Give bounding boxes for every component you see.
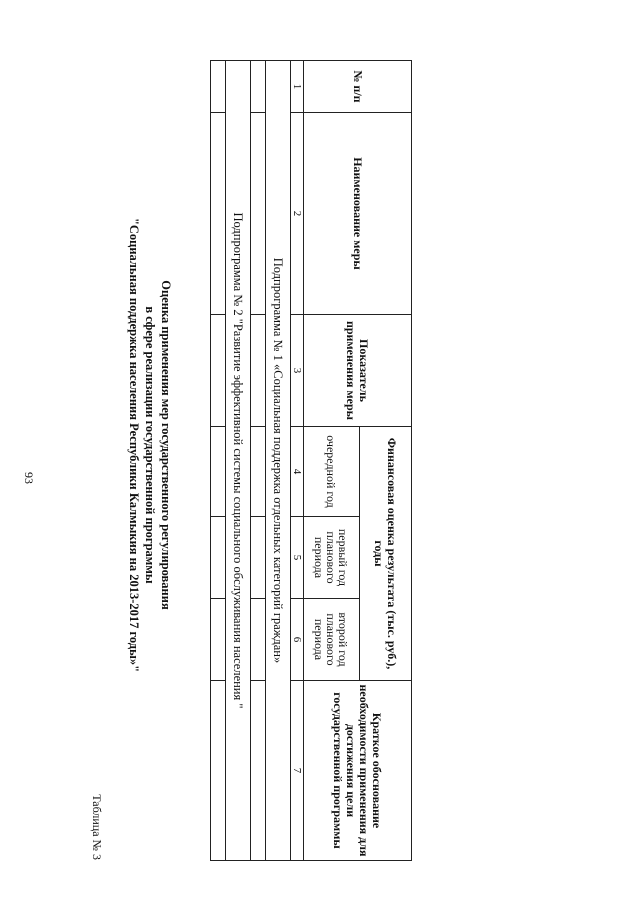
title-line: в сфере реализации государственной программы xyxy=(143,306,157,584)
table-cell xyxy=(211,113,226,315)
subprogram-1-title: Подпрограмма № 1 «Социальная поддержка отдельных категорий граждан» xyxy=(266,61,291,861)
table-cell xyxy=(211,61,226,113)
column-number: 6 xyxy=(291,599,304,681)
subprogram-row xyxy=(266,61,291,861)
table-cell xyxy=(251,427,266,517)
table-cell xyxy=(251,315,266,427)
title-line: "Социальная поддержка населения Республики Калмыкия на 2013-2017 годы»" xyxy=(127,217,141,673)
header-first-plan-year: первый год планового периода xyxy=(304,517,360,599)
title-line: Оценка применения мер государственного регулирования xyxy=(159,280,173,610)
column-number: 4 xyxy=(291,427,304,517)
table-cell xyxy=(211,517,226,599)
table-cell xyxy=(251,599,266,681)
subprogram-2-title: Подпрограмма № 2 "Развитие эффективной системы социального обслуживания населения " xyxy=(226,61,251,861)
column-number: 1 xyxy=(291,61,304,113)
table-cell xyxy=(211,599,226,681)
column-number: 3 xyxy=(291,315,304,427)
header-current-year: очередной год xyxy=(304,427,360,517)
table-row xyxy=(211,61,226,861)
column-number: 2 xyxy=(291,113,304,315)
table-cell xyxy=(211,681,226,861)
measures-table xyxy=(210,60,412,861)
header-justification: Краткое обоснование необходимости применения для достижения цели государственной программы xyxy=(304,681,412,861)
subprogram-row xyxy=(226,61,251,861)
header-measure-name: Наименование меры xyxy=(304,113,412,315)
landscape-page xyxy=(20,30,412,860)
page-number: 93 xyxy=(22,472,36,484)
table-cell xyxy=(211,315,226,427)
table-label: Таблица № 3 xyxy=(90,794,104,860)
column-number: 7 xyxy=(291,681,304,861)
table-cell xyxy=(211,427,226,517)
header-number: № п/п xyxy=(304,61,412,113)
header-indicator: Показатель применения меры xyxy=(304,315,412,427)
column-number: 5 xyxy=(291,517,304,599)
table-cell xyxy=(251,61,266,113)
header-financial-assessment: Финансовая оценка результата (тыс. руб.), годы xyxy=(360,427,412,681)
table-cell xyxy=(251,113,266,315)
table-cell xyxy=(251,517,266,599)
table-row xyxy=(251,61,266,861)
table-cell xyxy=(251,681,266,861)
document-title xyxy=(100,30,174,860)
column-numbers-row xyxy=(291,61,304,861)
header-second-plan-year: второй год планового периода xyxy=(304,599,360,681)
